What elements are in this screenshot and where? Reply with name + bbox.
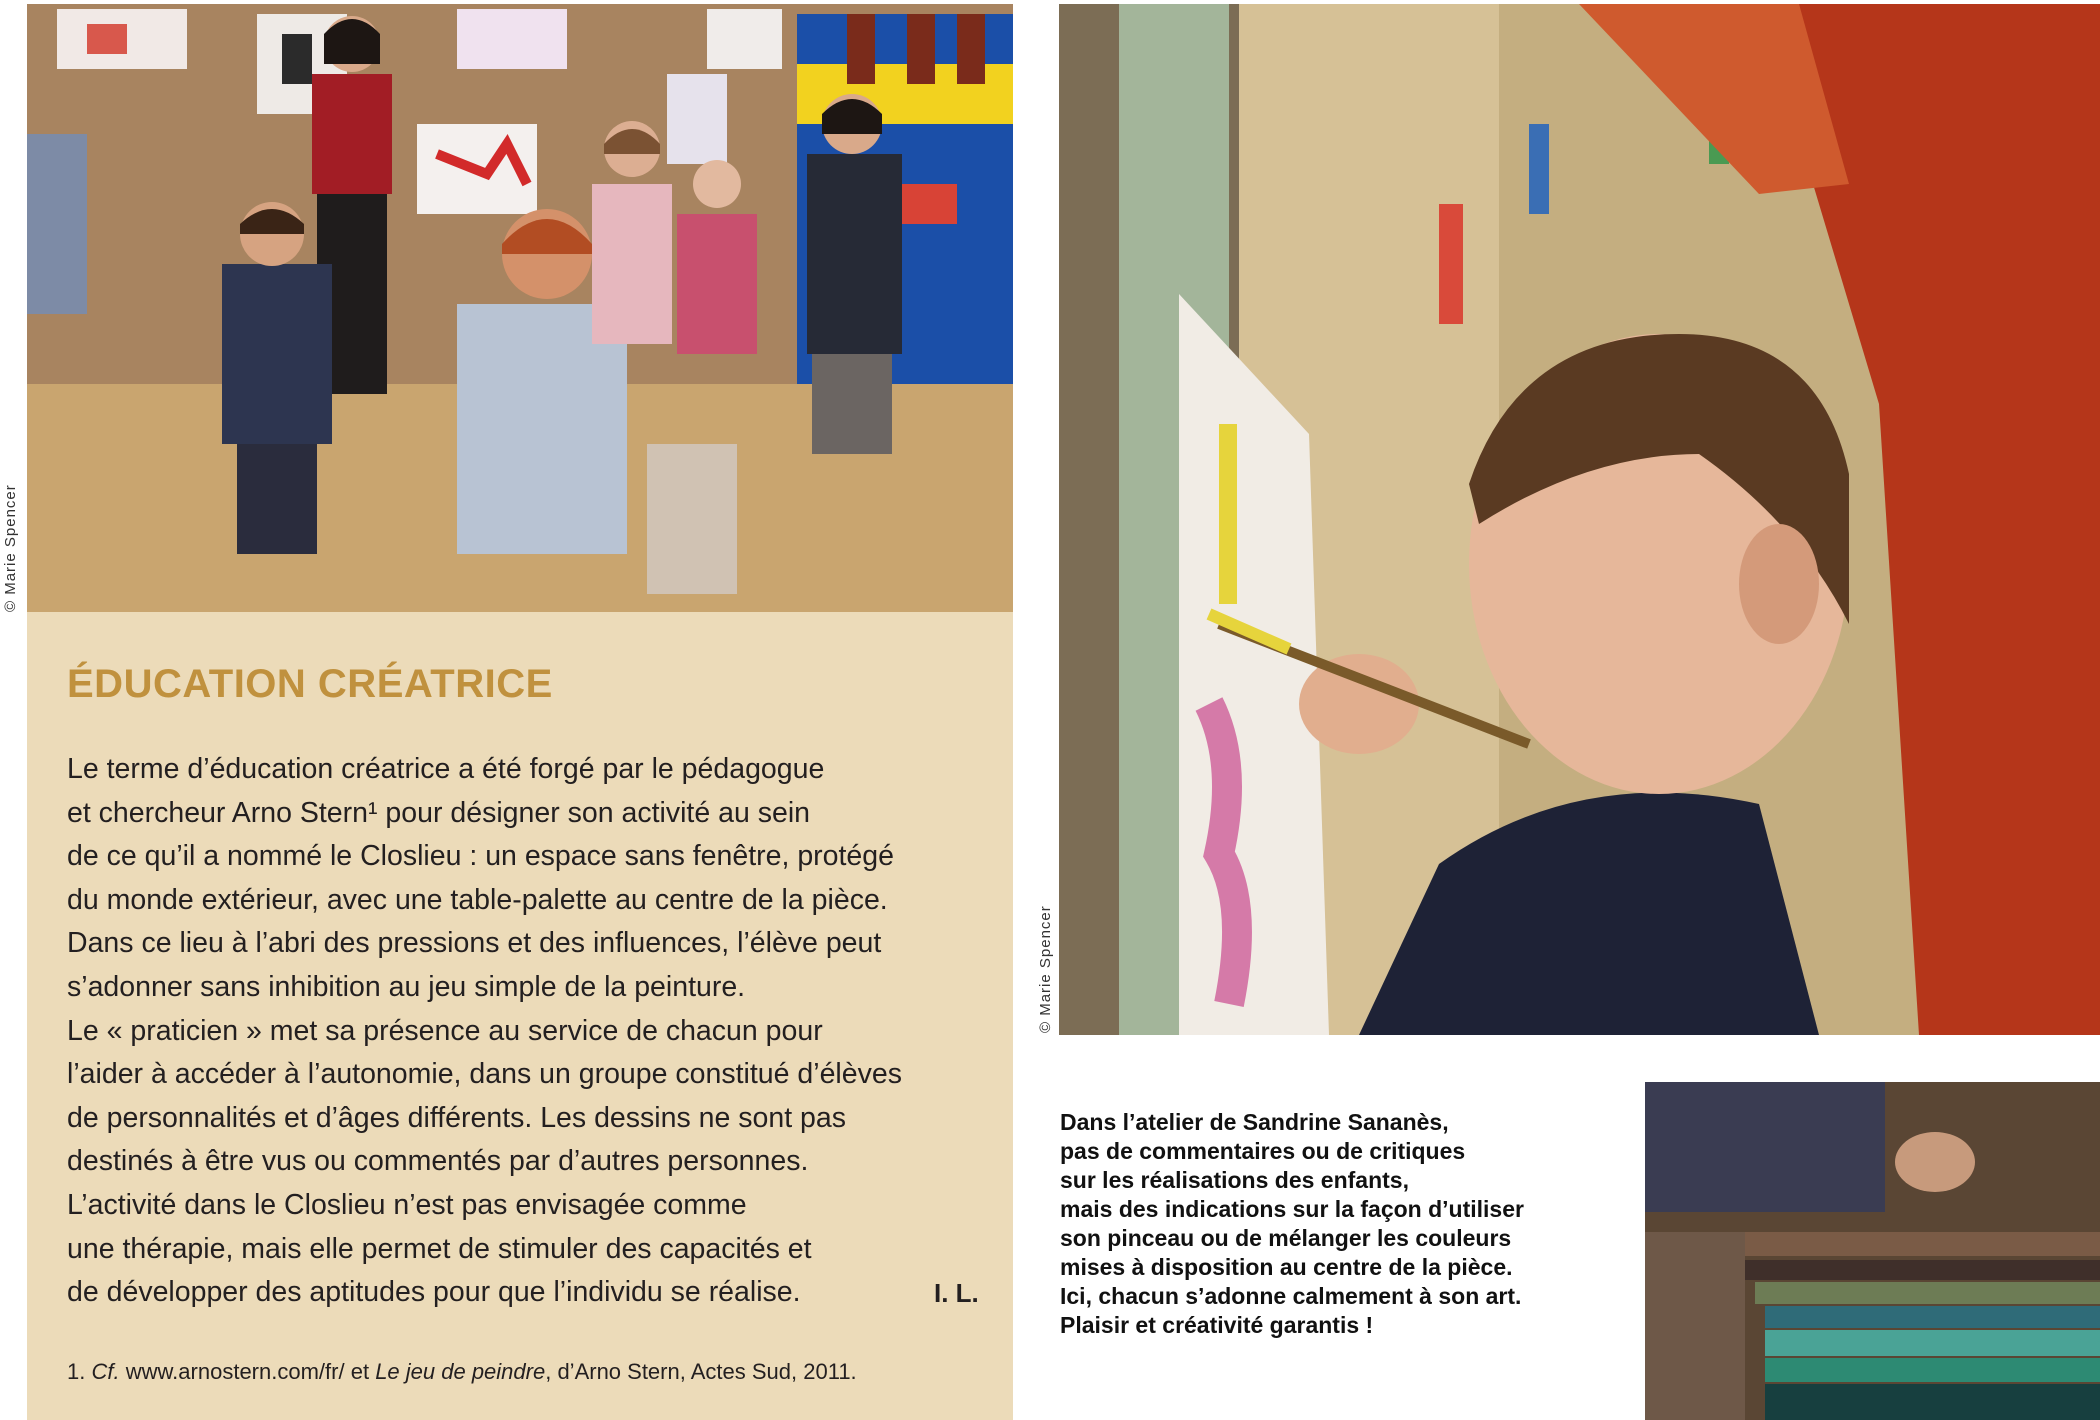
footnote-rest: , d’Arno Stern, Actes Sud, 2011. — [545, 1359, 857, 1384]
caption-line: mais des indications sur la façon d’utiliser — [1060, 1196, 1524, 1222]
photo-caption — [1060, 1108, 1620, 1340]
palette-illustration — [1645, 1082, 2100, 1420]
body-line: l’aider à accéder à l’autonomie, dans un groupe constitué d’élèves — [67, 1058, 902, 1091]
body-line: une thérapie, mais elle permet de stimuler des capacités et — [67, 1232, 812, 1265]
caption-line: Ici, chacun s’adonne calmement à son art. — [1060, 1283, 1522, 1309]
body-line: de développer des aptitudes pour que l’individu se réalise. — [67, 1276, 801, 1309]
body-line: s’adonner sans inhibition au jeu simple de la peinture. — [67, 970, 746, 1003]
article-body — [67, 748, 997, 1315]
caption-line: pas de commentaires ou de critiques — [1060, 1138, 1466, 1164]
palette-detail-photo — [1645, 1082, 2100, 1420]
caption-line: sur les réalisations des enfants, — [1060, 1167, 1409, 1193]
caption-line: Plaisir et créativité garantis ! — [1060, 1312, 1374, 1338]
body-line: Le terme d’éducation créatrice a été forgé par le pédagogue — [67, 753, 825, 785]
caption-line: son pinceau ou de mélanger les couleurs — [1060, 1225, 1512, 1251]
body-line: L’activité dans le Closlieu n’est pas envisagée comme — [67, 1188, 747, 1221]
footnote-number: 1. — [67, 1359, 86, 1384]
footnote — [67, 1359, 857, 1385]
footnote-et: et — [350, 1359, 370, 1384]
body-line: Le « praticien » met sa présence au service de chacun pour — [67, 1014, 823, 1047]
body-line: du monde extérieur, avec une table-palette au centre de la pièce. — [67, 883, 888, 916]
caption-line: mises à disposition au centre de la pièce. — [1060, 1254, 1513, 1280]
footnote-book-title: Le jeu de peindre — [375, 1359, 546, 1384]
classroom-photo — [27, 4, 1013, 612]
classroom-illustration — [27, 4, 1013, 612]
author-signature: I. L. — [934, 1278, 979, 1308]
body-line: Dans ce lieu à l’abri des pressions et des influences, l’élève peut — [67, 927, 882, 960]
body-line: de ce qu’il a nommé le Closlieu : un espace sans fenêtre, protégé — [67, 840, 894, 873]
article-heading: ÉDUCATION CRÉATRICE — [67, 662, 553, 706]
photo-credit-left: © Marie Spencer — [2, 484, 19, 612]
footnote-url[interactable]: www.arnostern.com/fr/ — [125, 1359, 345, 1384]
body-line: destinés à être vus ou commentés par d’autres personnes. — [67, 1145, 809, 1178]
boy-painting-photo — [1059, 4, 2100, 1035]
body-line: de personnalités et d’âges différents. Les dessins ne sont pas — [67, 1101, 846, 1134]
caption-line: Dans l’atelier de Sandrine Sananès, — [1060, 1109, 1449, 1135]
boy-painting-illustration — [1059, 4, 2100, 1035]
photo-credit-right: © Marie Spencer — [1037, 905, 1054, 1033]
footnote-cf: Cf. — [91, 1359, 120, 1384]
body-line: et chercheur Arno Stern¹ pour désigner son activité au sein — [67, 796, 811, 829]
